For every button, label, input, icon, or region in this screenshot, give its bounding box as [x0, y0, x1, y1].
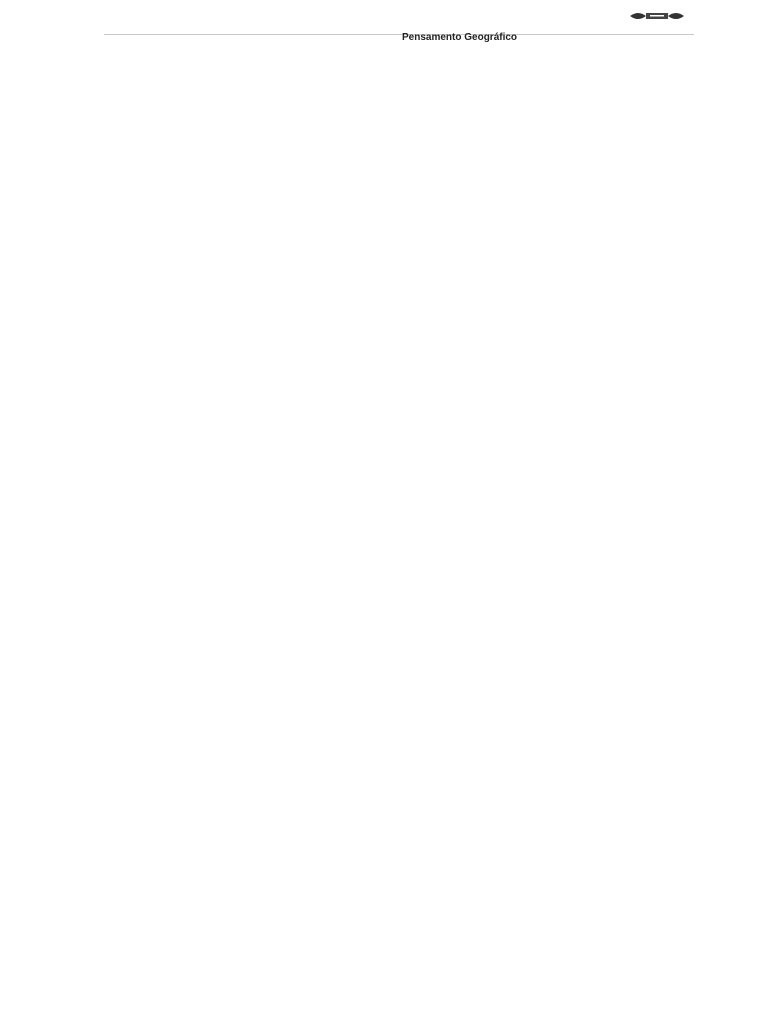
- body-paragraph: [110, 203, 692, 211]
- body-paragraph: [110, 83, 692, 91]
- body-paragraph: [110, 173, 692, 181]
- body-paragraph: [110, 233, 692, 241]
- body-paragraph: [110, 353, 692, 361]
- article-title: Pensamento Geográfico: [402, 32, 518, 43]
- body-paragraph: [110, 68, 692, 76]
- body-paragraph: [110, 263, 692, 271]
- author-line: [510, 52, 692, 61]
- page-header: [104, 8, 694, 35]
- body-paragraph: [110, 248, 692, 256]
- body-paragraph: [110, 308, 692, 316]
- body-paragraph: [110, 218, 692, 226]
- body-paragraph: [110, 323, 692, 331]
- body-paragraph: [110, 293, 692, 301]
- section-heading: [110, 128, 692, 136]
- body-paragraph: [110, 278, 692, 286]
- body-paragraph: [110, 113, 692, 121]
- section-heading: [110, 158, 692, 166]
- journal-emblem-icon: [628, 10, 686, 22]
- body-paragraph: [110, 188, 692, 196]
- body-paragraph: [110, 143, 692, 151]
- section-heading: [110, 338, 692, 346]
- section-heading: [110, 98, 692, 106]
- article-body: [110, 68, 692, 1018]
